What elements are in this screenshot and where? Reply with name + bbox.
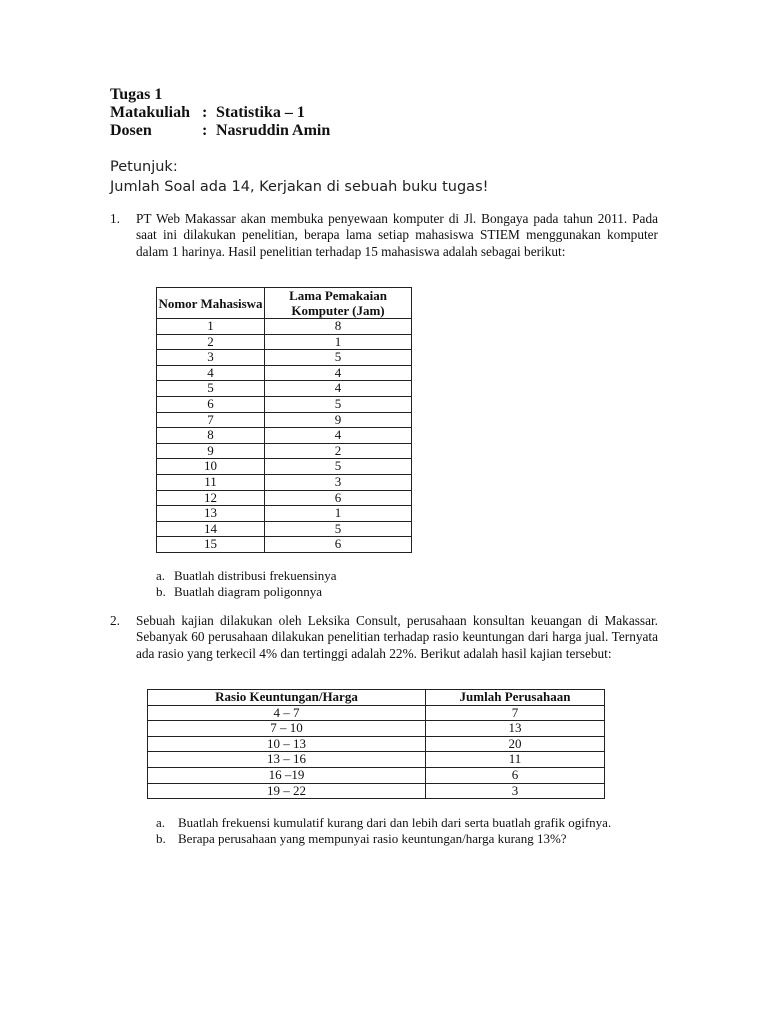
table-cell: 5 — [265, 396, 412, 412]
table-row — [157, 350, 412, 366]
table-cell: 8 — [265, 319, 412, 335]
table-cell: 2 — [157, 334, 265, 350]
task-text: Buatlah frekuensi kumulatif kurang dari dan lebih dari serta buatlah grafik ogifnya. — [178, 815, 612, 830]
table-cell: 4 — [265, 381, 412, 397]
table-header-row — [157, 288, 412, 319]
table-cell: 6 — [426, 767, 605, 783]
table-cell: 4 — [265, 428, 412, 444]
task-list — [156, 568, 336, 600]
table-cell: 16 –19 — [148, 767, 426, 783]
question-number: 2. — [110, 613, 120, 628]
table-row — [157, 396, 412, 412]
table-cell: 4 — [157, 365, 265, 381]
table-cell: 3 — [265, 474, 412, 490]
ratio-table — [147, 689, 605, 799]
table-cell: 10 – 13 — [148, 736, 426, 752]
table-row — [157, 381, 412, 397]
table-cell: 4 — [265, 365, 412, 381]
table-cell: 15 — [157, 537, 265, 553]
task-text: Buatlah diagram poligonnya — [174, 584, 323, 599]
table-row — [148, 783, 605, 799]
table-cell: 4 – 7 — [148, 705, 426, 721]
table-cell: 9 — [265, 412, 412, 428]
usage-table — [156, 287, 412, 553]
table-cell: 5 — [157, 381, 265, 397]
table-cell: 7 – 10 — [148, 721, 426, 737]
table-cell: 11 — [157, 474, 265, 490]
lecturer-label: Dosen — [110, 122, 152, 139]
table-cell: 11 — [426, 752, 605, 768]
table-cell: 12 — [157, 490, 265, 506]
column-header: Nomor Mahasiswa — [157, 288, 265, 319]
table-cell: 1 — [265, 506, 412, 522]
table-cell: 7 — [157, 412, 265, 428]
task-letter: b. — [156, 831, 166, 846]
question-text: PT Web Makassar akan membuka penyewaan komputer di Jl. Bongaya pada tahun 2011. Pada saat ini dilakukan penelitian, berapa lama setiap mahasiswa STIEM menggunakan komputer dalam 1 harinya. Hasil penelitian terhadap 15 mahasiswa adalah sebagai berikut: — [136, 211, 658, 259]
table-row — [157, 365, 412, 381]
table-cell: 13 – 16 — [148, 752, 426, 768]
table-row — [157, 537, 412, 553]
table-cell: 8 — [157, 428, 265, 444]
colon: : — [202, 122, 208, 139]
task-letter: b. — [156, 584, 166, 599]
task-item — [156, 815, 611, 831]
table-cell: 5 — [265, 521, 412, 537]
instructions-title: Petunjuk: — [110, 159, 178, 175]
table-cell: 14 — [157, 521, 265, 537]
document-header — [110, 86, 330, 140]
table-cell: 13 — [426, 721, 605, 737]
table-row — [157, 334, 412, 350]
question-number: 1. — [110, 211, 120, 226]
table-row — [148, 767, 605, 783]
question-text: Sebuah kajian dilakukan oleh Leksika Consult, perusahaan konsultan keuangan di Makassar. Sebanyak 60 perusahaan dilakukan penelitian terhadap rasio keuntungan dari harga jual. Ternyata ada rasio yang terkecil 4% dan tertinggi adalah 22%. Berikut adalah hasil kajian tersebut: — [136, 613, 658, 661]
lecturer-value: Nasruddin Amin — [216, 122, 331, 139]
table-row — [148, 705, 605, 721]
table-cell: 3 — [426, 783, 605, 799]
table-cell: 5 — [265, 350, 412, 366]
course-label: Matakuliah — [110, 104, 191, 121]
table-cell: 1 — [157, 319, 265, 335]
table-cell: 20 — [426, 736, 605, 752]
assignment-title: Tugas 1 — [110, 86, 163, 103]
table-row — [157, 474, 412, 490]
table-cell: 7 — [426, 705, 605, 721]
column-header: Rasio Keuntungan/Harga — [148, 690, 426, 706]
table-row — [157, 506, 412, 522]
table-cell: 6 — [265, 537, 412, 553]
table-row — [157, 319, 412, 335]
table-cell: 1 — [265, 334, 412, 350]
table-row — [157, 459, 412, 475]
table-cell: 13 — [157, 506, 265, 522]
task-letter: a. — [156, 568, 166, 583]
table-cell: 19 – 22 — [148, 783, 426, 799]
table-row — [148, 721, 605, 737]
course-line — [110, 104, 330, 122]
table-row — [157, 490, 412, 506]
task-item — [156, 831, 611, 847]
table-row — [157, 412, 412, 428]
table-row — [157, 521, 412, 537]
table-cell: 6 — [157, 396, 265, 412]
column-header: Lama Pemakaian Komputer (Jam) — [265, 288, 412, 319]
table-cell: 3 — [157, 350, 265, 366]
instructions — [110, 157, 488, 197]
table-cell: 6 — [265, 490, 412, 506]
task-item — [156, 568, 336, 584]
task-item — [156, 584, 336, 600]
column-header: Jumlah Perusahaan — [426, 690, 605, 706]
table-cell: 5 — [265, 459, 412, 475]
table-cell: 2 — [265, 443, 412, 459]
table-header-row — [148, 690, 605, 706]
course-value: Statistika – 1 — [216, 104, 305, 121]
task-letter: a. — [156, 815, 166, 830]
table-row — [148, 752, 605, 768]
instructions-text: Jumlah Soal ada 14, Kerjakan di sebuah buku tugas! — [110, 179, 489, 195]
task-text: Buatlah distribusi frekuensinya — [174, 568, 337, 583]
table-row — [157, 443, 412, 459]
table-cell: 9 — [157, 443, 265, 459]
task-list — [156, 815, 611, 847]
task-text: Berapa perusahaan yang mempunyai rasio keuntungan/harga kurang 13%? — [178, 831, 567, 846]
table-row — [157, 428, 412, 444]
lecturer-line — [110, 122, 330, 140]
table-cell: 10 — [157, 459, 265, 475]
colon: : — [202, 104, 208, 121]
table-row — [148, 736, 605, 752]
